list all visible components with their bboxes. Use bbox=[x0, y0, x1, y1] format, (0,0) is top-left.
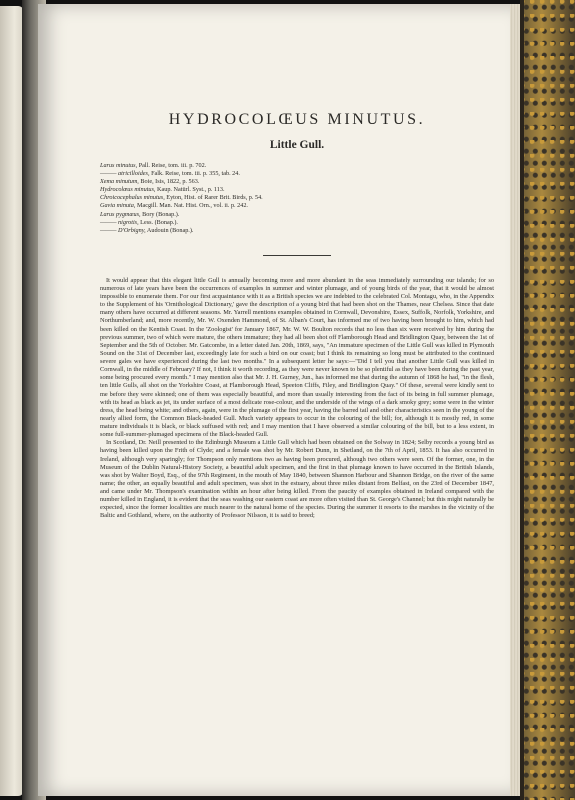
paragraph: In Scotland, Dr. Neill presented to the Edinburgh Museum a Little Gull which had been obtained on the Solway in 1824; Selby records a young bird as having been killed upon the Frith of Clyde; and a female was shot by Mr. Robert Dunn, in Shetland, on the 7th of April, 1853. It has also occurred in Ireland, although very sparingly; for Thompson only mentions two as having been procured, although two others were seen. Of the former, one, in the Museum of the Dublin Natural-History Society, a beautiful adult specimen, and the first in that plumage known to have occurred in the British Islands, was shot by Walter Boyd, Esq., of the 97th Regiment, in the mouth of May 1840, between Shannon Harbour and Shannon Bridge, on the river of the same name; the other, an equally beautiful and adult specimen, was shot in the estuary, about three miles distant from Belfast, on the 23rd of December 1847, and came under Mr. Thompson's examination within an hour after being killed. From the paucity of examples obtained in Ireland compared with the number killed in England, it is evident that the seas washing our eastern coast are more often visited than St. George's Channel; but this might naturally be expected, since the former localities are much nearer to the natural home of the species. During the summer it resorts to the marshes in the vicinity of the Baltic and Gothland, where, on the authority of Professor Nilsson, it is said to breed; bbox=[100, 439, 494, 520]
synonym-entry: ——— D'Orbigny, Audouin (Bonap.). bbox=[100, 226, 194, 234]
synonym-entry: Larus pygmæus, Bory (Bonap.). bbox=[100, 210, 180, 218]
page-title: HYDROCOLŒUS MINUTUS. bbox=[168, 111, 426, 128]
body-text bbox=[100, 277, 494, 521]
page-edges bbox=[510, 4, 520, 796]
facing-page-edge bbox=[0, 6, 24, 796]
binding-edge bbox=[520, 0, 524, 800]
marbled-endpaper bbox=[520, 0, 575, 800]
section-divider bbox=[263, 255, 331, 256]
synonym-entry: ——— nigrotis, Less. (Bonap.). bbox=[100, 218, 178, 226]
synonym-entry: Hydrocolœus minutus, Kaup. Natürl. Syst., p. 113. bbox=[100, 186, 225, 194]
synonymy-list bbox=[100, 162, 494, 235]
synonym-entry: ——— atricilloides, Falk. Reise, tom. iii. p. 355, tab. 24. bbox=[100, 170, 240, 178]
synonym-entry: Xema minutum, Boie, Isis, 1822, p. 563. bbox=[100, 178, 200, 186]
synonym-entry: Larus minutus, Pall. Reise, tom. iii. p. 702. bbox=[100, 162, 207, 169]
common-name-subtitle: Little Gull. bbox=[269, 139, 325, 151]
page-content bbox=[100, 111, 494, 521]
synonym-entry: Gavia minuta, Macgill. Man. Nat. Hist. Orn., vol. ii. p. 242. bbox=[100, 202, 248, 210]
synonym-entry: Chroicocephalus minutus, Eyton, Hist. of Rarer Brit. Birds, p. 54. bbox=[100, 194, 263, 202]
paragraph: It would appear that this elegant little Gull is annually becoming more and more abundant in the seas immediately surrounding our islands; for so numerous of late years have been the occurrences of examples in summer and winter plumage, and of young birds of the year, that it would be almost impossible to enumerate them. For our first acquaintance with it as a British species we are indebted to the celebrated Col. Montagu, who, in the Appendix to the Supplement of his 'Ornithological Dictionary,' gave the description of a young bird that had been shot on the Thames, near Chelsea. Since that date many others have occurred at different seasons. Mr. Yarrell mentions examples obtained in Cornwall, Devonshire, Essex, Suffolk, Norfolk, Yorkshire, and Northumberland; and, more recently, Mr. W. Oxenden Hammond, of St. Alban's Court, has informed me of two having been brought to him, which had been killed on the Kentish Coast. In the 'Zoologist' for January 1867, Mr. W. W. Boulton records that no less than six were received by him during the previous summer, two of which were mature, the others immature; they had all been shot off Flamborough Head and Bridlington Quay, between the 1st of September and the 5th of October. Mr. Gatcombe, in a letter dated Jan. 20th, 1869, says, "An immature specimen of the Little Gull was killed in Plymouth Sound on the 31st of December last, exceedingly late for such a bird on our coast; but I think its remaining so long must be attributed to the continued severe gales we have experienced during the last two months." In a subsequent letter he says:—"Did I tell you that another Little Gull was killed in Cornwall, in the middle of February? If not, I think it worth recording, as they were never known to be so plentiful as they have been during the past year, some being procured every month." I may mention also that Mr. J. H. Gurney, Jun., has informed me that during the autumn of 1868 he had, "in the flesh, ten little Gulls, all shot on the Yorkshire Coast, at Flamborough Head, Speeton Cliffs, Filey, and Bridlington Quay." Of these, several were kindly sent to me before they were skinned; one of them was especially beautiful, and more than usually interesting from the fact of its being in full summer plumage, with its head as black as jet, its under surface of a most delicate rose-colour, and the underside of the wings of a dark smoky grey; some were in the winter dress, the head being white; and others, again, were in the plumage of the first year, having the barred tail and other characteristics seen in the young of the nearly allied form, the Common Black-headed Gull. Much variety appears to occur in the colouring of the bill; for, although it is mostly red, in some mature individuals it is black, or black suffused with red; and I may mention that I have observed a similar colouring of the bill, but to a less extent, in some full-summer-plumaged specimens of the Black-headed Gull. bbox=[100, 276, 494, 439]
